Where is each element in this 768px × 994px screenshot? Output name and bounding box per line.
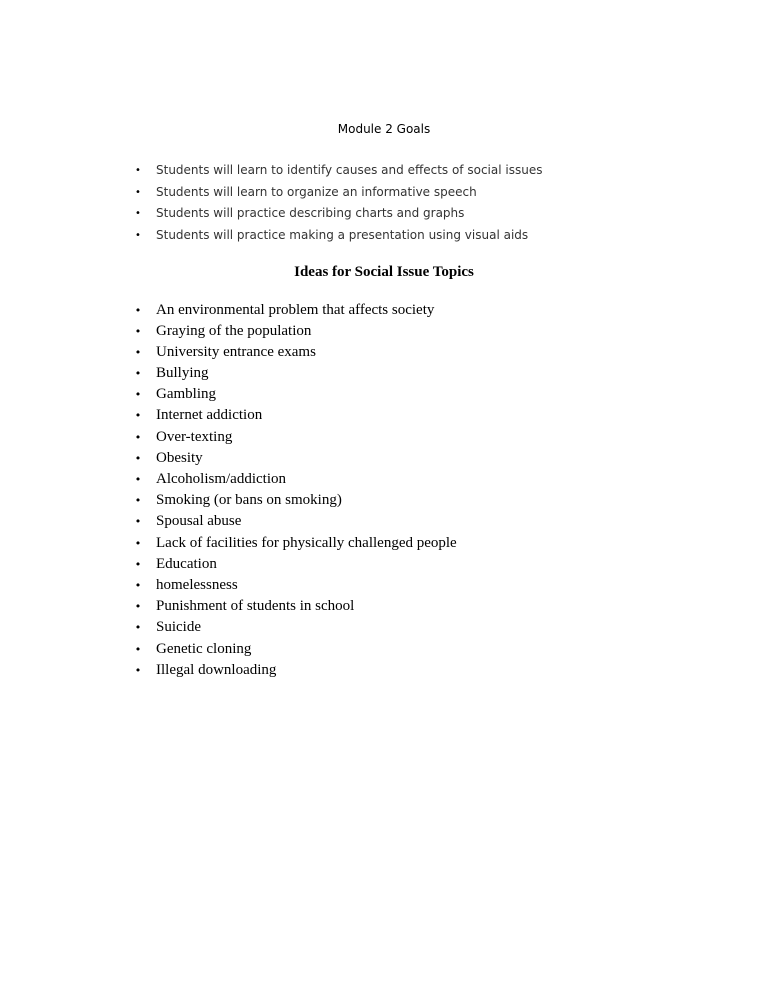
- bullet-icon: •: [135, 208, 141, 219]
- topic-item-text: Illegal downloading: [156, 661, 277, 678]
- bullet-icon: •: [134, 578, 142, 592]
- topic-item-text: homelessness: [156, 576, 238, 593]
- bullet-icon: •: [134, 663, 142, 677]
- topic-item-text: Over-texting: [156, 428, 233, 445]
- topic-item-text: Alcoholism/addiction: [156, 471, 286, 487]
- topic-item-text: Education: [156, 555, 217, 572]
- bullet-icon: •: [134, 515, 142, 529]
- goal-item-text: Students will practice making a presentation using visual aids: [156, 227, 529, 242]
- topic-item-text: Smoking (or bans on smoking): [156, 492, 342, 509]
- bullet-icon: •: [134, 345, 142, 359]
- bullet-icon: •: [134, 388, 142, 402]
- goal-item-text: Students will practice describing charts and graphs: [156, 206, 465, 220]
- bullet-icon: •: [134, 367, 142, 381]
- bullet-icon: •: [135, 229, 141, 241]
- topic-item-text: Suicide: [156, 619, 201, 636]
- goal-item-text: Students will learn to organize an informative speech: [156, 184, 477, 199]
- bullet-icon: •: [134, 621, 142, 635]
- bullet-icon: •: [134, 557, 142, 571]
- topic-item-text: Genetic cloning: [156, 640, 252, 657]
- bullet-icon: •: [135, 186, 141, 198]
- bullet-icon: •: [134, 494, 142, 508]
- bullet-icon: •: [134, 536, 142, 550]
- topic-item-text: Gambling: [156, 386, 216, 403]
- goals-heading: Module 2 Goals: [337, 122, 431, 136]
- bullet-icon: •: [134, 600, 142, 614]
- topics-heading: Ideas for Social Issue Topics: [294, 264, 474, 280]
- bullet-icon: •: [134, 324, 142, 338]
- bullet-icon: •: [134, 430, 142, 444]
- bullet-icon: •: [134, 451, 142, 465]
- topic-item-text: Spousal abuse: [156, 513, 242, 530]
- bullet-icon: •: [134, 473, 142, 486]
- topic-item-text: Obesity: [156, 449, 203, 466]
- bullet-icon: •: [134, 409, 142, 423]
- bullet-icon: •: [134, 303, 142, 317]
- topic-item-text: Punishment of students in school: [156, 598, 355, 615]
- topic-item-text: Lack of facilities for physically challenged people: [156, 534, 457, 551]
- topic-item-text: An environmental problem that affects society: [156, 301, 435, 318]
- topic-item-text: Graying of the population: [156, 322, 312, 339]
- topic-item-text: University entrance exams: [156, 343, 316, 360]
- goal-item-text: Students will learn to identify causes and effects of social issues: [156, 163, 543, 177]
- topic-item-text: Bullying: [156, 365, 209, 382]
- topic-item-text: Internet addiction: [156, 407, 263, 424]
- bullet-icon: •: [134, 642, 142, 656]
- bullet-icon: •: [135, 165, 141, 176]
